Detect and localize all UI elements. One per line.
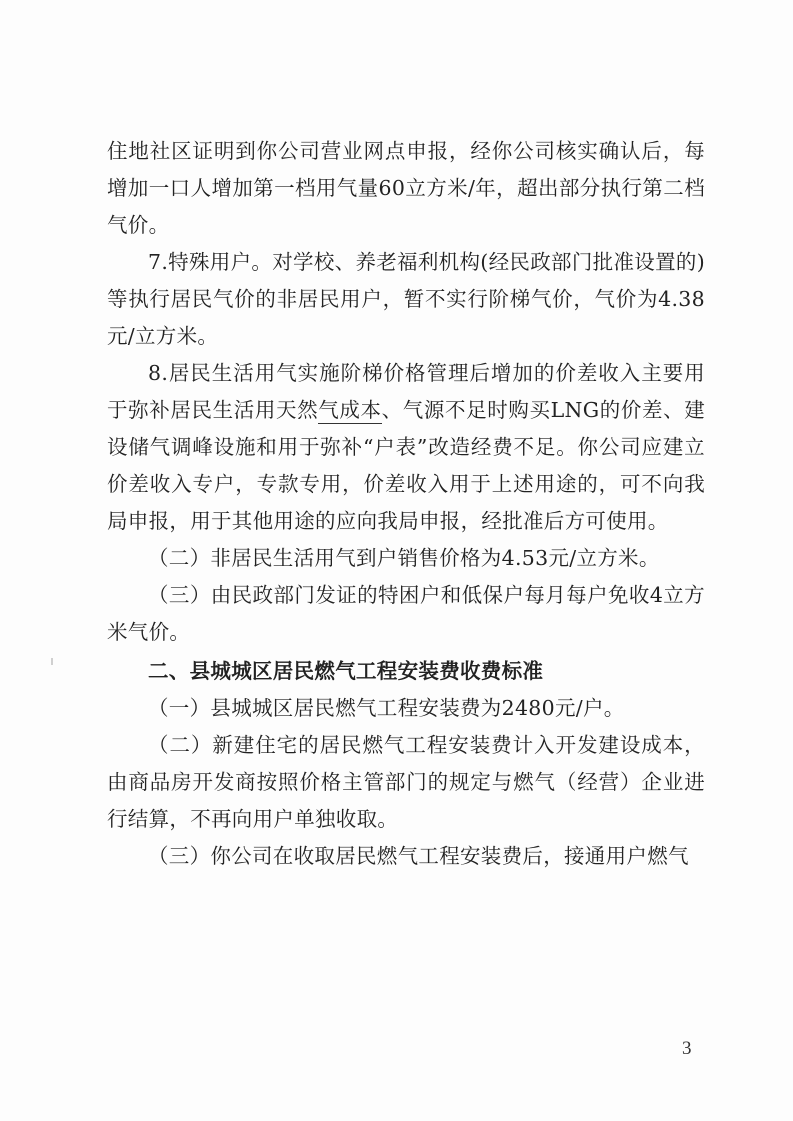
paragraph-continued: 住地社区证明到你公司营业网点申报，经你公司核实确认后，每增加一口人增加第一档用气量60立方米/年，超出部分执行第二档气价。	[107, 139, 705, 237]
paragraph-price-difference-revenue	[107, 355, 705, 540]
paragraph-exemption: （三）由民政部门发证的特困户和低保户每月每户免收4立方米气价。	[107, 583, 705, 644]
scan-mark	[51, 658, 53, 665]
paragraph-installation-fee: （一）县城城区居民燃气工程安装费为2480元/户。	[148, 696, 625, 720]
paragraph-new-housing: （二）新建住宅的居民燃气工程安装费计入开发建设成本，由商品房开发商按照价格主管部门的规定与燃气（经营）企业进行结算，不再向用户单独收取。	[107, 733, 705, 831]
document-body	[107, 133, 705, 875]
paragraph-price-difference-part2: 、气源不足时购买LNG的价差、建设储气调峰设施和用于弥补“户表”改造经费不足。你公司应建立价差收入专户，专款专用，价差收入用于上述用途的，可不向我局申报，用于其他用途的应向我局申报，经批准后方可使用。	[107, 398, 705, 533]
paragraph-non-resident-price: （二）非居民生活用气到户销售价格为4.53元/立方米。	[148, 546, 660, 570]
handwritten-underline-text: 气成本	[318, 398, 382, 422]
section-heading: 二、县城城区居民燃气工程安装费收费标准	[148, 659, 544, 683]
paragraph-price-difference-part1: 8.居民生活用气实施阶梯价格管理后增加的价差收入主要用于弥补居民生活用天然	[107, 361, 705, 422]
paragraph-after-installation: （三）你公司在收取居民燃气工程安装费后，接通用户燃气	[148, 844, 689, 868]
page-number: 3	[682, 1038, 692, 1059]
paragraph-special-users: 7.特殊用户。对学校、养老福利机构(经民政部门批准设置的)等执行居民气价的非居民用户，暂不实行阶梯气价，气价为4.38元/立方米。	[107, 250, 705, 348]
